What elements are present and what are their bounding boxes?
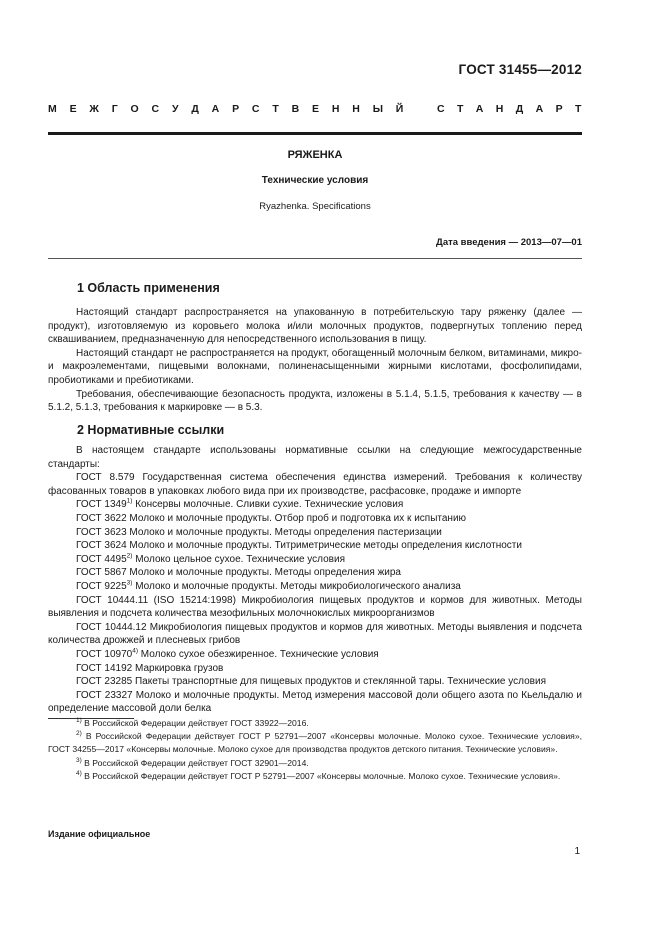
banner-letter: А: [475, 103, 484, 115]
footnote-text: В Российской Федерации действует ГОСТ Р 52791—2007 «Консервы молочные. Молоко сухое. Технические условия», ГОСТ 34255—2017 «Консервы молочные. Молоко сухое для производства продуктов детского питания. Технические условия».: [48, 731, 582, 755]
reference-code: ГОСТ 23285: [76, 676, 133, 688]
header-divider: [48, 132, 582, 135]
reference-code: ГОСТ 3622: [76, 512, 127, 524]
reference-item: [48, 689, 582, 716]
banner-letter: У: [171, 103, 179, 115]
reference-item: [48, 566, 582, 580]
banner-letter: Н: [495, 103, 504, 115]
banner-letter: Р: [232, 103, 240, 115]
footnote: [48, 730, 582, 756]
reference-title: Микробиология пищевых продуктов и кормов для животных. Методы выявления и подсчета количества дрожжей и плесневых грибов: [48, 621, 582, 647]
reference-code: ГОСТ 23327: [76, 689, 133, 701]
footnote-mark: 2): [76, 730, 82, 738]
reference-title: Маркировка грузов: [132, 662, 224, 674]
reference-title: Государственная система обеспечения единства измерений. Требования к количеству фасованных товаров в упаковках любого вида при их производстве, расфасовке, продаже и импорте: [48, 472, 582, 497]
banner-letter: С: [251, 103, 260, 115]
section-1-paragraph: Требования, обеспечивающие безопасность продукта, изложены в 5.1.4, 5.1.5, требования к качеству — в 5.1.2, 5.1.3, требования к маркировке — в 5.3.: [48, 388, 582, 414]
document-subtitle: Технические условия: [261, 175, 369, 186]
banner-letter: Ы: [372, 103, 384, 115]
reference-item: [48, 553, 582, 567]
reference-title: Молоко сухое обезжиренное. Технические условия: [138, 648, 379, 660]
introduction-date: Дата введения — 2013—07—01: [436, 237, 582, 248]
reference-title: Молоко и молочные продукты. Отбор проб и подготовка их к испытанию: [126, 512, 467, 524]
banner-letter: Н: [331, 103, 340, 115]
banner-letter: М: [48, 103, 58, 115]
page-number: 1: [574, 846, 580, 857]
standard-number: ГОСТ 31455—2012: [458, 62, 582, 77]
footnote-text: В Российской Федерации действует ГОСТ 32901—2014.: [81, 757, 309, 768]
banner-word-interstate: [48, 103, 404, 115]
reference-item: [48, 526, 582, 540]
footnote-mark: 3): [76, 756, 82, 764]
reference-item: [48, 471, 582, 498]
reference-item: [48, 621, 582, 648]
reference-code: ГОСТ 5867: [76, 567, 127, 579]
section-1-paragraph: Настоящий стандарт распространяется на упакованную в потребительскую тару ряженку (далее — продукт), изготовляемую из коровьего молока и/или молочных продуктов, подвергнутых топлению перед сквашиванием, предназначенную для непосредственного использования в пищу.: [48, 307, 582, 346]
reference-item: [48, 675, 582, 689]
reference-title: Молоко и молочные продукты. Метод измерения массовой доли общего азота по Кьельдалю и определение массовой доли белка: [48, 689, 583, 715]
reference-title: Молоко и молочные продукты. Титриметрические методы определения кислотности: [126, 540, 522, 552]
banner-letter: Т: [272, 103, 280, 115]
banner-word-standard: [437, 103, 582, 115]
reference-item: [48, 662, 582, 676]
banner-letter: Д: [191, 103, 200, 115]
reference-title: Молоко и молочные продукты. Методы определения жира: [126, 567, 401, 579]
reference-item: [48, 512, 582, 526]
footnote-marker: 2): [126, 552, 133, 560]
footnote-mark: 1): [76, 717, 82, 725]
section-1-body: [48, 306, 582, 415]
reference-code: ГОСТ 14192: [76, 662, 133, 674]
footnote-text: В Российской Федерации действует ГОСТ Р 52791—2007 «Консервы молочные. Молоко сухое. Технические условия».: [81, 770, 561, 781]
reference-code: ГОСТ 4495: [76, 553, 127, 565]
section-1-paragraph: Настоящий стандарт не распространяется на продукт, обогащенный молочным белком, витаминами, микро- и макроэлементами, пищевыми волокнами, полиненасыщенными жирными кислотами, фосфолипидами, пробиотиками и пребиотиками.: [48, 347, 582, 386]
normative-references-list: [48, 471, 582, 716]
section-1-heading: 1 Область применения: [77, 281, 220, 295]
banner-letter: С: [437, 103, 446, 115]
reference-code: ГОСТ 10970: [76, 648, 133, 660]
reference-item: [48, 648, 582, 662]
reference-code: ГОСТ 1349: [76, 499, 127, 511]
banner-letter: Р: [555, 103, 564, 115]
banner-letter: Т: [456, 103, 464, 115]
date-divider: [48, 258, 582, 259]
reference-title: Молоко цельное сухое. Технические условия: [132, 553, 345, 565]
footnote-marker: 1): [126, 498, 133, 506]
section-2-body: [48, 444, 582, 716]
footnote-marker: 4): [132, 647, 138, 655]
reference-item: [48, 498, 582, 512]
banner-letter: А: [535, 103, 544, 115]
banner-letter: В: [291, 103, 300, 115]
reference-code: ГОСТ 10444.12: [76, 621, 147, 633]
reference-code: ГОСТ 8.579: [76, 472, 135, 484]
document-title-english: Ryazhenka. Specifications: [259, 201, 371, 212]
footnote-marker: 3): [126, 579, 133, 587]
banner-letter: С: [151, 103, 160, 115]
reference-title: Молоко и молочные продукты. Методы микробиологического анализа: [132, 580, 461, 592]
reference-item: [48, 539, 582, 553]
reference-code: ГОСТ 3623: [76, 526, 127, 538]
reference-code: ГОСТ 3624: [76, 540, 127, 552]
banner-letter: А: [211, 103, 220, 115]
banner-letter: Е: [69, 103, 78, 115]
official-edition-label: Издание официальное: [48, 829, 151, 839]
section-2-heading: 2 Нормативные ссылки: [77, 423, 225, 437]
footnote: [48, 757, 582, 770]
reference-title: Пакеты транспортные для пищевых продуктов и стеклянной тары. Технические условия: [132, 676, 546, 688]
banner-letter: Й: [395, 103, 404, 115]
reference-item: [48, 580, 582, 594]
reference-title: Микробиология пищевых продуктов и кормов для животных. Методы выявления и подсчета количества мезофильных молочнокислых микроорганизмов: [48, 594, 582, 620]
footnote-text: В Российской Федерации действует ГОСТ 33922—2016.: [81, 718, 309, 728]
document-title: РЯЖЕНКА: [287, 149, 343, 161]
footnote-mark: 4): [76, 769, 82, 777]
section-2-intro: В настоящем стандарте использованы нормативные ссылки на следующие межгосударственные стандарты:: [48, 445, 582, 470]
banner-letter: Д: [515, 103, 524, 115]
banner-letter: О: [130, 103, 140, 115]
banner-letter: Т: [575, 103, 582, 115]
banner-letter: Г: [111, 103, 119, 115]
footnotes: [48, 717, 582, 783]
reference-title: Молоко и молочные продукты. Методы определения пастеризации: [126, 526, 442, 538]
reference-item: [48, 594, 582, 621]
footnote: [48, 770, 582, 783]
banner-letter: Е: [312, 103, 320, 115]
banner-letter: Н: [352, 103, 361, 115]
reference-code: ГОСТ 10444.11 (ISO 15214:1998): [76, 594, 236, 606]
reference-title: Консервы молочные. Сливки сухие. Технические условия: [132, 499, 404, 511]
footnote: [48, 717, 582, 730]
standard-type-banner: [48, 103, 582, 115]
banner-letter: Ж: [89, 103, 100, 115]
reference-code: ГОСТ 9225: [76, 580, 127, 592]
